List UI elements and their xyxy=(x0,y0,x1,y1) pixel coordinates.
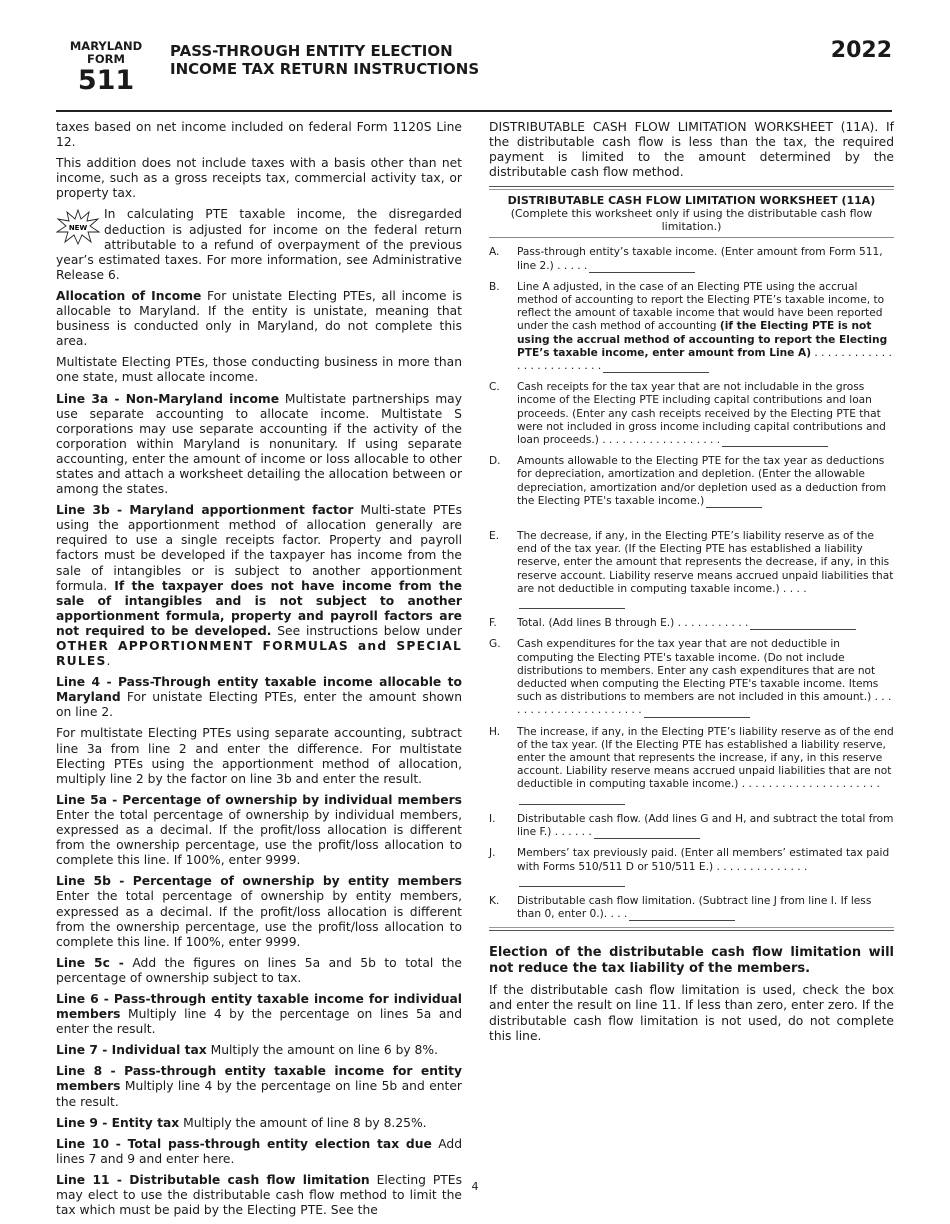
entry-field[interactable] xyxy=(519,793,625,805)
worksheet-line-f: F. Total. (Add lines B through E.) . . . . . . . . . . . xyxy=(489,617,894,630)
line-9-paragraph: Line 9 - Entity tax Multiply the amount of line 8 by 8.25%. xyxy=(56,1115,427,1130)
entry-field[interactable] xyxy=(589,261,695,273)
line-3a-paragraph: Line 3a - Non-Maryland income Multistate partnerships may use separate accounting to allocate income. Multistate S corporations may use separate accounting if the activity of the corporation within Maryland is nonunitary. If using separate accounting, enter the amount of income or loss allocable to other states and attach a worksheet detailing the allocation between or among the states. xyxy=(56,391,462,497)
form-state: MARYLAND xyxy=(69,39,143,53)
allocation-paragraph: Allocation of Income For unistate Electing PTEs, all income is allocable to Maryland. If the entity is unistate, meaning that business is conducted only in Maryland, do not complete this area. xyxy=(56,288,462,349)
line-5a-paragraph: Line 5a - Percentage of ownership by individual members Enter the total percentage of ownership by individual members, expressed as a decimal. If the profit/loss allocation is different from the ownership percentage, use the profit/loss allocation to complete this line. If 100%, enter 9999. xyxy=(56,792,462,868)
worksheet-header xyxy=(489,190,894,238)
entry-field[interactable] xyxy=(644,706,750,718)
worksheet-line-e: E. The decrease, if any, in the Electing PTE’s liability reserve as of the end of the tax year. (If the Electing PTE has established a liability reserve, enter the amount that represents the decrease, if any, in this reserve account. Liability reserve means accrued unpaid liabilities that are not deductible in computing taxable income.) . . . . xyxy=(489,530,894,609)
header-divider xyxy=(56,110,892,112)
entry-field[interactable] xyxy=(750,618,856,630)
worksheet-line-j: J. Members’ tax previously paid. (Enter all members’ estimated tax paid with Forms 510/511 D or 510/511 E.) . . . . . . . . . . . . . . xyxy=(489,847,894,887)
right-column xyxy=(489,120,894,1050)
line-10-paragraph: Line 10 - Total pass-through entity election tax due Add lines 7 and 9 and enter here. xyxy=(56,1136,462,1166)
worksheet-title: DISTRIBUTABLE CASH FLOW LIMITATION WORKSHEET (11A) xyxy=(507,194,876,208)
worksheet-line-c: C. Cash receipts for the tax year that are not includable in the gross income of the Electing PTE including capital contributions and loan proceeds. (Enter any cash receipts received by the Electing PTE that were not included in gross income including capital contributions and loan proceeds.) . . . . . . . . . . . . . . . . . . xyxy=(489,381,886,447)
entry-field[interactable] xyxy=(519,875,625,887)
paragraph: taxes based on net income included on federal Form 1120S Line 12. xyxy=(56,120,462,150)
election-heading: Election of the distributable cash flow limitation will not reduce the tax liability of the members. xyxy=(489,945,894,977)
form-label xyxy=(56,40,156,96)
worksheet-line-g: G. Cash expenditures for the tax year that are not deductible in computing the Electing PTE's taxable income. (Do not include distributions to members. Enter any cash expenditures that are not deducted when computing the Electing PTE's taxable income. Items such as distributions to members are not included in this amount.) . . . . . . . . . . . . . . . . . . . . . . xyxy=(489,638,892,717)
tax-year: 2022 xyxy=(830,38,892,63)
line-4-paragraph: Line 4 - Pass-Through entity taxable income allocable to Maryland For unistate Electing PTEs, enter the amount shown on line 2. xyxy=(56,675,462,720)
form-number: 511 xyxy=(77,65,135,96)
entry-field[interactable] xyxy=(629,909,735,921)
worksheet-line-h: H. The increase, if any, in the Electing PTE’s liability reserve as of the end of the tax year. (If the Electing PTE has established a liability reserve, enter the amount that represents the increase, if any, in this reserve account. Liability reserve means accrued unpaid liabilities that are not deductible in computing taxable income.) . . . . . . . . . . . . . . . . . . . . . xyxy=(489,726,894,805)
worksheet-line-b: B. Line A adjusted, in the case of an Electing PTE using the accrual method of accounting to report the Electing PTE’s taxable income, to reflect the amount of taxable income that would have been reported under the cash method of accounting (if the Electing PTE is not using the accrual method of accounting to report the Electing PTE’s taxable income, enter amount from Line A) . . . . . . . . . . . . . . . . . . . . . . . . . xyxy=(489,280,892,372)
line-5c-paragraph: Line 5c - Add the figures on lines 5a and 5b to total the percentage of ownership subject to tax. xyxy=(56,955,462,985)
line-8-paragraph: Line 8 - Pass-through entity taxable income for entity members Multiply line 4 by the percentage on line 5b and enter the result. xyxy=(56,1064,462,1109)
paragraph: For multistate Electing PTEs using separate accounting, subtract line 3a from line 2 and enter the difference. For multistate Electing PTEs using the apportionment method of allocation, multiply line 2 by the factor on line 3b and enter the result. xyxy=(56,726,462,786)
worksheet-line-k: K. Distributable cash flow limitation. (Subtract line J from line I. If less than 0, enter 0.). . . . xyxy=(489,894,872,921)
title-line-2: INCOME TAX RETURN INSTRUCTIONS xyxy=(170,60,480,78)
page-title xyxy=(170,42,479,78)
line-11-paragraph: Line 11 - Distributable cash flow limitation Electing PTEs may elect to use the distributable cash flow method to limit the tax which must be paid by the Electing PTE. See the xyxy=(56,1172,462,1218)
new-badge-text: NEW xyxy=(68,224,88,233)
line-6-paragraph: Line 6 - Pass-through entity taxable income for individual members Multiply line 4 by the percentage on lines 5a and enter the result. xyxy=(56,991,462,1037)
worksheet-intro: DISTRIBUTABLE CASH FLOW LIMITATION WORKSHEET (11A). If the distributable cash flow is less than the tax, the required payment is limited to the amount determined by the distributable cash flow method. xyxy=(489,120,894,180)
paragraph: This addition does not include taxes with a basis other than net income, such as a gross receipts tax, commercial activity tax, or property tax. xyxy=(56,156,462,201)
worksheet-line-a: A. Pass-through entity’s taxable income. (Enter amount from Form 511, line 2.) . . . . . xyxy=(489,246,883,272)
left-column xyxy=(56,120,462,1224)
line-7-paragraph: Line 7 - Individual tax Multiply the amount on line 6 by 8%. xyxy=(56,1043,438,1058)
entry-field[interactable] xyxy=(722,435,828,447)
new-note-text: In calculating PTE taxable income, the disregarded deduction is adjusted for income on the federal return attributable to a refund of overpayment of the previous year’s estimated taxes. For more information, see Administrative Release 6. xyxy=(56,207,462,282)
page-number: 4 xyxy=(471,1180,479,1193)
title-line-1: PASS-THROUGH ENTITY ELECTION xyxy=(170,42,453,60)
worksheet-line-d: D. Amounts allowable to the Electing PTE for the tax year as deductions for depreciation, amortization and depletion. (Enter the allowable depreciation, amortization and/or depletion used as a deduction from the Electing PTE's taxable income.) xyxy=(489,455,887,507)
worksheet-line-i: I. Distributable cash flow. (Add lines G and H, and subtract the total from line F.) . . . . . . xyxy=(489,812,894,839)
entry-field[interactable] xyxy=(706,496,762,508)
worksheet-lines xyxy=(489,246,894,927)
line-5b-paragraph: Line 5b - Percentage of ownership by entity members Enter the total percentage of ownership by entity members, expressed as a decimal. If the profit/loss allocation is different from the ownership percentage, use the profit/loss allocation to complete this line. If 100%, enter 9999. xyxy=(56,874,462,949)
new-starburst-icon xyxy=(56,209,100,245)
paragraph: Multistate Electing PTEs, those conducting business in more than one state, must allocate income. xyxy=(56,355,462,385)
entry-field[interactable] xyxy=(603,361,709,373)
election-paragraph: If the distributable cash flow limitation is used, check the box and enter the result on line 11. If less than zero, enter zero. If the distributable cash flow limitation is not used, do not complete this line. xyxy=(489,983,894,1043)
form-word: FORM xyxy=(87,52,125,66)
line-3b-paragraph: Line 3b - Maryland apportionment factor Multi-state PTEs using the apportionment method of allocation generally are required to use a single receipts factor. Property and payroll factors must be developed if the taxpayer has income from the sale of intangibles or is subject to another apportionment formula. If the taxpayer does not have income from the sale of intangibles and is not subject to another apportionment formula, property and payroll factors are not required to be developed. See instructions below under OTHER APPORTIONMENT FORMULAS and SPECIAL RULES. xyxy=(56,503,463,669)
new-note xyxy=(56,207,462,282)
worksheet-subtitle: (Complete this worksheet only if using the distributable cash flow limitation.) xyxy=(510,207,873,234)
worksheet-11a xyxy=(489,186,894,931)
entry-field[interactable] xyxy=(519,597,625,609)
entry-field[interactable] xyxy=(594,827,700,839)
